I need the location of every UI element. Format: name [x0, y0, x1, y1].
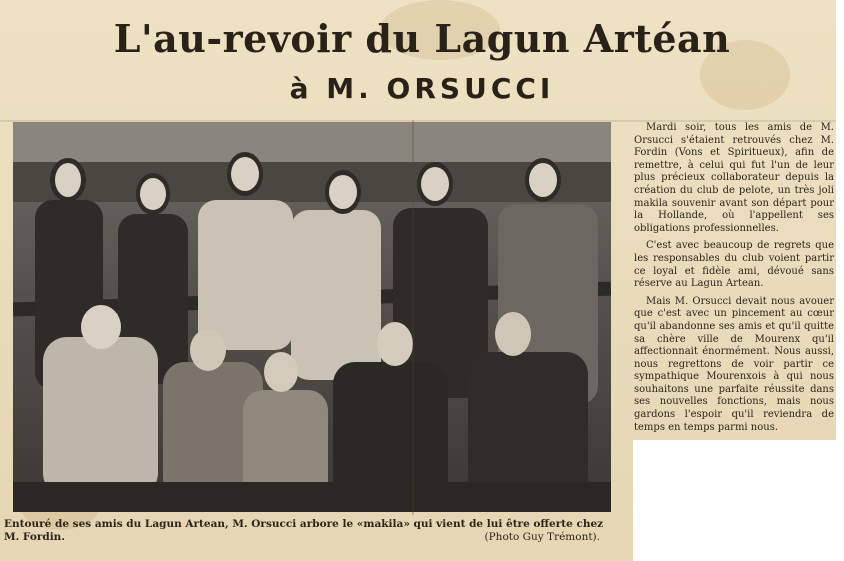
article-paragraph: C'est avec beaucoup de regrets que les responsables du club voient partir ce loyal et fidèle ami, dévoué sans réserve au Lagun Artean.	[634, 240, 834, 290]
article-paragraph: Mais M. Orsucci devait nous avouer que c'est avec un pincement au cœur qu'il abandonne ses amis et qu'il quitte sa chère ville de Mourenx qu'il affectionnait énormément. Nous aussi, nous regrettons de voir partir ce sympathique Mourenxois à qui nous souhaitons une parfaite réussite dans ses nouvelles fonctions, mais nous gardons l'espoir qu'il reviendra de temps en temps parmi nous.	[634, 295, 834, 433]
paper-fold-vertical	[412, 120, 414, 515]
caption-text: Entouré de ses amis du Lagun Artean, M. Orsucci arbore le «makila» qui vient de lui être offerte chez M. Fordin.	[4, 518, 604, 543]
cut-out-corner	[633, 440, 844, 561]
subheadline: à M. ORSUCCI	[289, 72, 555, 105]
photo-caption	[4, 518, 614, 544]
article-paragraph: Mardi soir, tous les amis de M. Orsucci s'étaient retrouvés chez M. Fordin (Vons et Spiritueux), afin de remettre, à celui qui fut l'un de leur plus précieux collaborateur depuis la création du club de pelote, un très joli makila souvenir avant son départ pour la Hollande, où l'appellent ses obligations professionnelles.	[634, 122, 834, 234]
headline: L'au-revoir du Lagun Artéan	[113, 16, 731, 61]
article-body	[634, 122, 834, 439]
group-photo	[13, 122, 611, 512]
building-window-band	[13, 162, 611, 202]
group-photo-icon	[13, 122, 611, 512]
ground	[13, 482, 611, 512]
photo-credit: (Photo Guy Trémont).	[484, 531, 600, 543]
